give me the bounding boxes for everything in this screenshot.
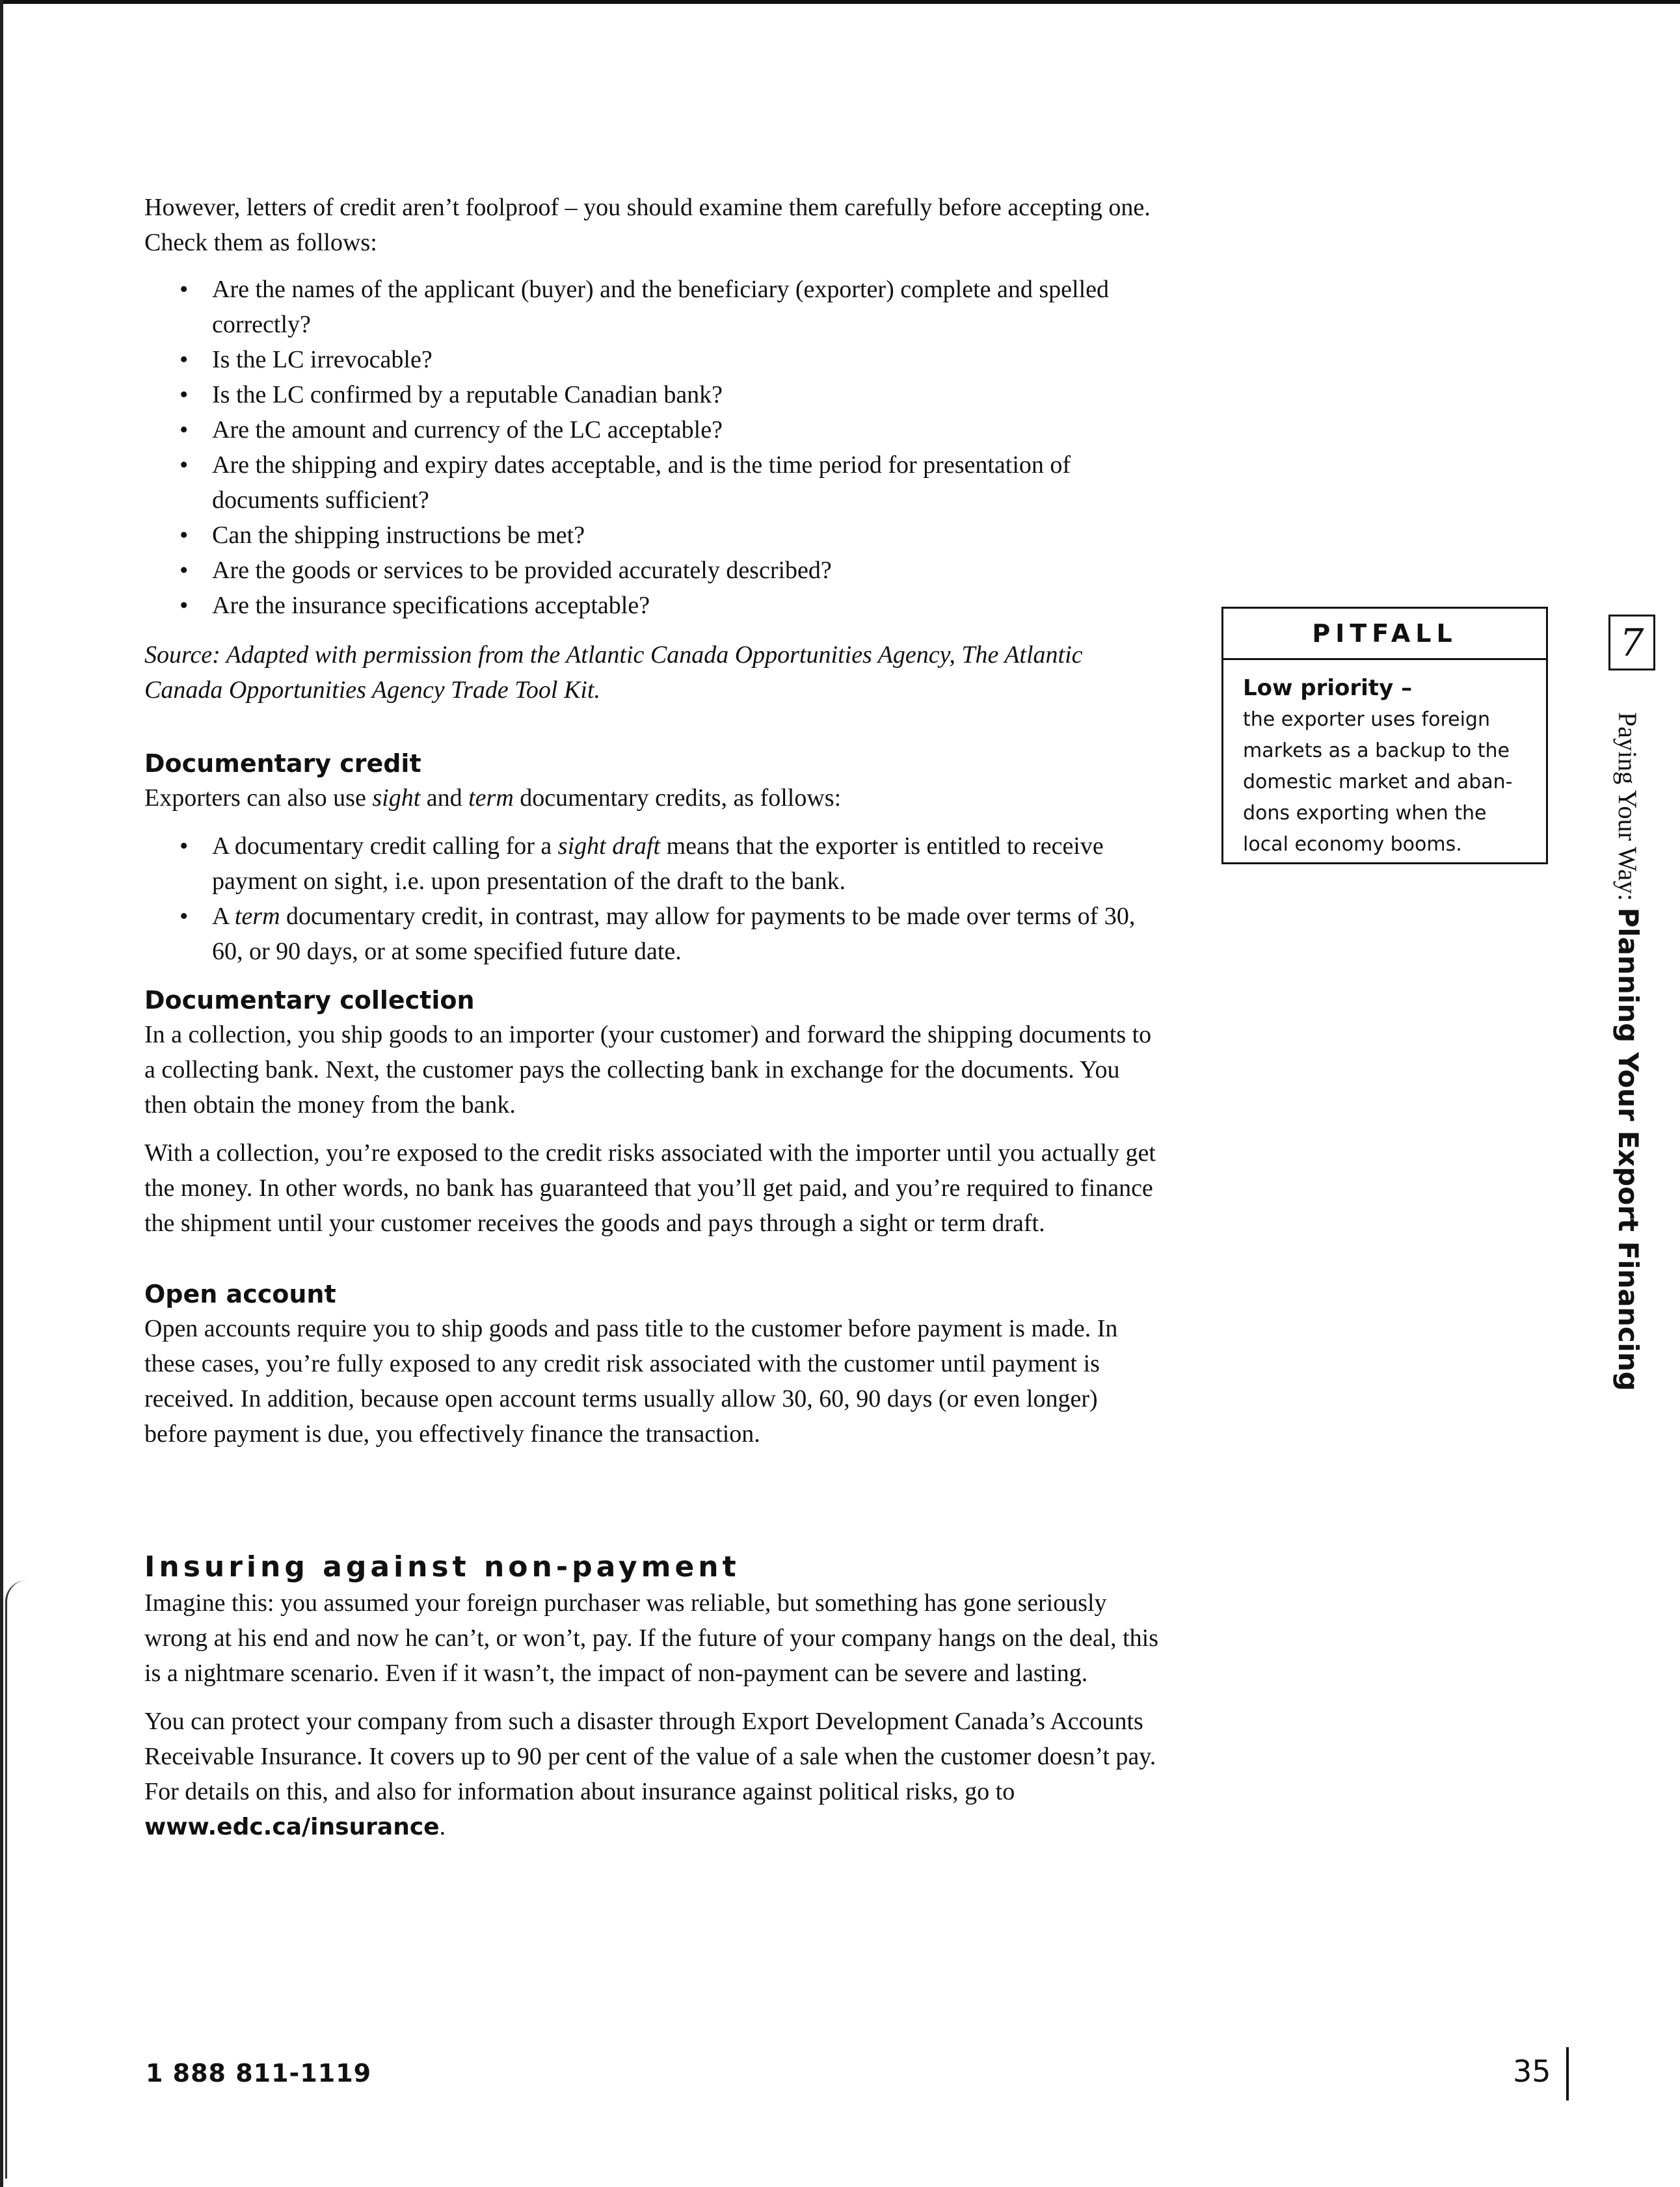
top-edge-shadow [0,0,1680,4]
lc-checklist [144,272,1166,623]
left-binding-edge [0,0,3,2187]
intro-paragraph: However, letters of credit aren’t foolproof – you should examine them carefully before accepting one. Check them as follows: [144,194,1151,256]
text-run: means that the exporter is entitled to receive payment on sight, i.e. upon presentation of the draft to the bank. [212,832,1104,895]
insuring-paragraph-2 [144,1704,1166,1845]
heading-documentary-credit: Documentary credit [144,749,421,778]
insuring-paragraph-1: Imagine this: you assumed your foreign purchaser was reliable, but something has gone seriously wrong at his end and now he can’t, or won’t, pay. If the future of your company hangs on the deal, this is a nightmare scenario. Even if it wasn’t, the impact of non-payment can be severe and lasting. [144,1589,1159,1687]
pitfall-body [1223,660,1546,860]
heading-open-account: Open account [144,1280,336,1308]
list-item: • Are the goods or services to be provided accurately described? [212,553,1166,588]
page-number: 35 [1513,2054,1551,2089]
list-item: • Is the LC confirmed by a reputable Canadian bank? [212,377,1166,412]
pitfall-label: PITFALL [1223,609,1546,660]
text-run: and [420,784,469,812]
open-account-paragraph: Open accounts require you to ship goods and pass title to the customer before payment is made. In these cases, you’re fully exposed to any credit risk associated with the customer until payment is received. In addition, because open account terms usually allow 30, 60, 90 days (or even longer) before payment is due, you effectively finance the transaction. [144,1315,1118,1448]
running-head-chapter-title: Planning Your Export Financing [1612,907,1644,1392]
source-citation: Source: Adapted with permission from the Atlantic Canada Opportunities Agency, The Atlantic Canada Opportunities Agency Trade Tool Kit. [144,641,1083,704]
emphasis-sight: sight [372,784,421,812]
pitfall-callout [1221,607,1548,864]
heading-documentary-collection: Documentary collection [144,986,475,1014]
list-item [212,899,1166,969]
pitfall-title: Low priority – [1243,675,1413,701]
list-item: • Can the shipping instructions be met? [212,518,1166,553]
page-curl-shadow [5,1580,27,2179]
text-run: . [439,1813,446,1840]
list-item: • Is the LC irrevocable? [212,342,1166,377]
list-item: • Are the shipping and expiry dates acceptable, and is the time period for presentation of documents sufficient? [212,447,1166,518]
emphasis-term: term [468,784,514,812]
main-column [144,190,1166,1858]
text-run: A documentary credit calling for a [212,832,558,860]
list-item: • Are the names of the applicant (buyer) and the beneficiary (exporter) complete and spelled correctly? [212,272,1166,342]
running-head [1608,712,1647,1391]
emphasis-sight-draft: sight draft [557,832,661,860]
documentary-credit-list [144,828,1166,969]
page-number-rule [1566,2047,1569,2101]
heading-insuring-against-non-payment: Insuring against non-payment [144,1550,740,1584]
text-run: Exporters can also use [144,784,373,812]
list-item [212,828,1166,899]
text-run: You can protect your company from such a disaster through Export Development Canada’s Accounts Receivable Insurance. It covers up to 90 per cent of the value of a sale when the customer doesn’t pay. For details on this, and also for information about insurance against political risks, go to [144,1708,1156,1805]
running-head-series: Paying Your Way: [1613,712,1642,908]
footer-phone-number: 1 888 811-1119 [146,2059,372,2088]
text-run: documentary credit, in contrast, may allow for payments to be made over terms of 30, 60, or 90 days, or at some specified future date. [212,903,1136,965]
text-run: documentary credits, as follows: [513,784,842,812]
edc-insurance-link[interactable]: www.edc.ca/insurance [144,1814,440,1840]
documentary-collection-paragraph-2: With a collection, you’re exposed to the credit risks associated with the importer until you actually get the money. In other words, no bank has guaranteed that you’ll get paid, and you’re required to finance the shipment until your customer receives the goods and pays through a sight or term draft. [144,1139,1156,1237]
documentary-credit-intro [144,780,1166,815]
list-item: • Are the insurance specifications acceptable? [212,588,1166,623]
list-item: • Are the amount and currency of the LC acceptable? [212,412,1166,447]
emphasis-term: term [234,903,280,930]
text-run: A [212,903,235,930]
documentary-collection-paragraph-1: In a collection, you ship goods to an importer (your customer) and forward the shipping documents to a collecting bank. Next, the customer pays the collecting bank in exchange for the documents. You then obtain the money from the bank. [144,1021,1152,1119]
pitfall-text: the exporter uses foreign markets as a backup to the domestic market and aban-dons exporting when the local economy booms. [1243,708,1513,856]
chapter-number-badge: 7 [1608,615,1655,670]
